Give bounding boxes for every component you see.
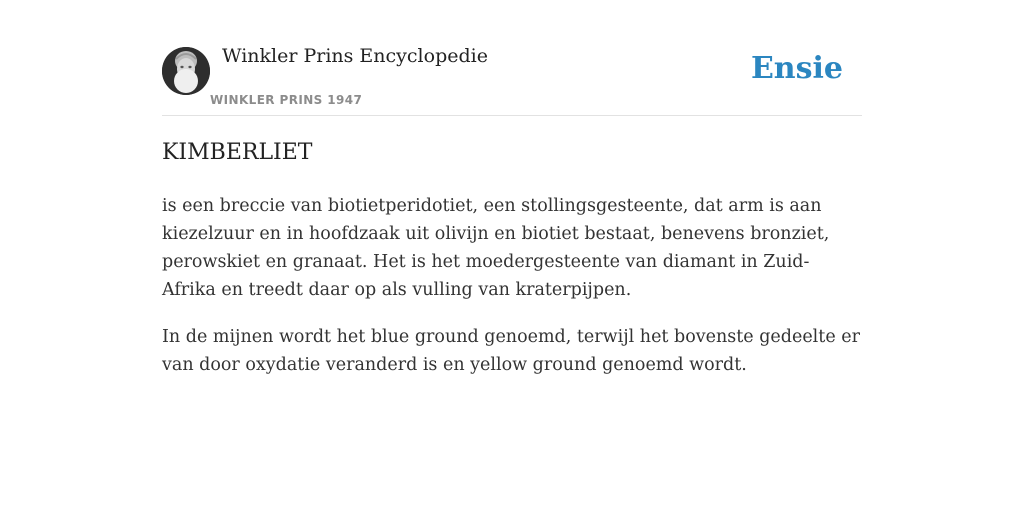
source-title-link[interactable]: Winkler Prins Encyclopedie bbox=[222, 45, 488, 67]
article-body bbox=[162, 192, 862, 398]
brand-logo[interactable]: Ensie bbox=[750, 51, 843, 86]
article-title: KIMBERLIET bbox=[162, 140, 313, 165]
source-subtitle: WINKLER PRINS 1947 bbox=[210, 93, 363, 107]
article-paragraph: is een breccie van biotietperidotiet, een stollingsgesteente, dat arm is aan kiezelzuur en in hoofdzaak uit olivijn en biotiet bestaat, benevens bronziet, perowskiet en granaat. Het is het moedergesteente van diamant in Zuid-Afrika en treedt daar op als vulling van kraterpijpen. bbox=[162, 196, 830, 300]
article-paragraph: In de mijnen wordt het blue ground genoemd, terwijl het bovenste gedeelte er van door oxydatie veranderd is en yellow ground genoemd wordt. bbox=[162, 327, 860, 375]
source-header bbox=[162, 45, 862, 116]
portrait-icon[interactable] bbox=[162, 47, 210, 95]
